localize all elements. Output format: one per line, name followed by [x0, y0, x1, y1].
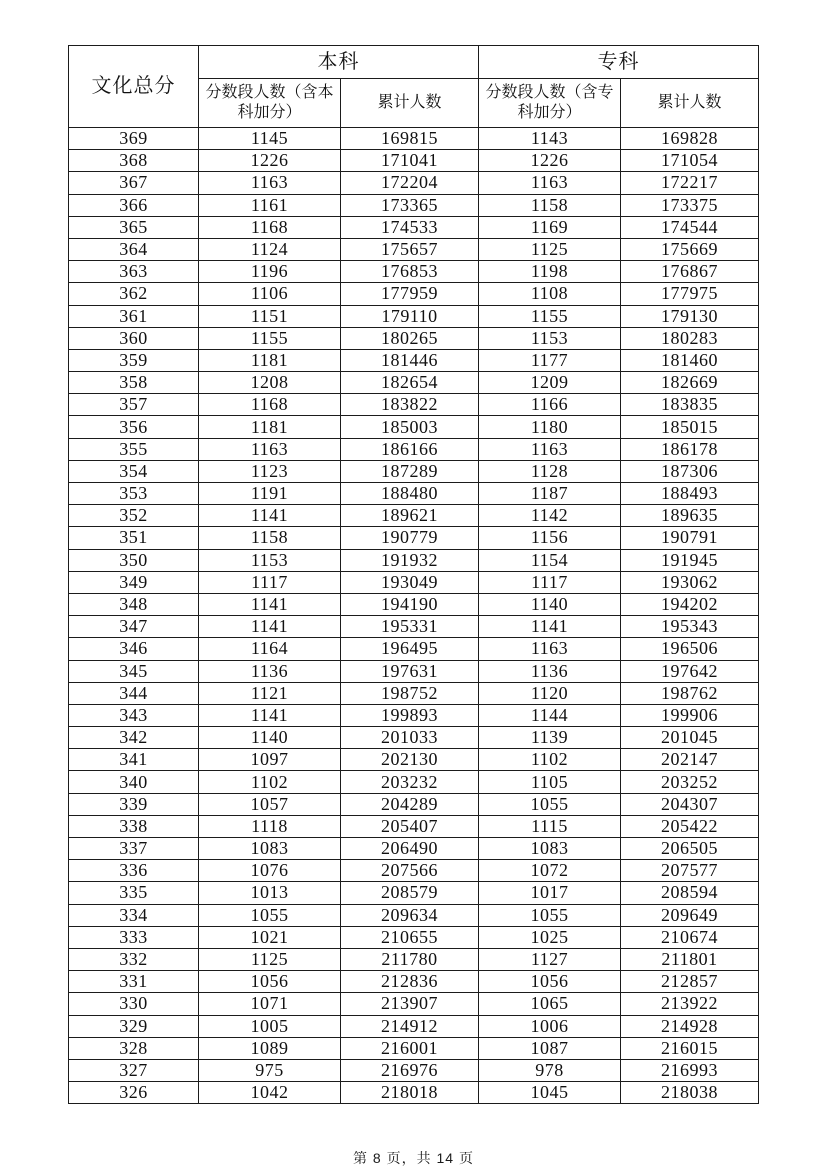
cell-benke-segment-count: 1057 [199, 793, 341, 815]
cell-zhuanke-segment-count: 1072 [479, 860, 621, 882]
cell-benke-segment-count: 1005 [199, 1015, 341, 1037]
cell-benke-cumulative-count: 195331 [341, 616, 479, 638]
cell-benke-segment-count: 1083 [199, 838, 341, 860]
cell-benke-cumulative-count: 194190 [341, 593, 479, 615]
cell-zhuanke-segment-count: 1163 [479, 172, 621, 194]
cell-zhuanke-segment-count: 1169 [479, 216, 621, 238]
cell-zhuanke-segment-count: 1102 [479, 749, 621, 771]
cell-total-score: 368 [69, 150, 199, 172]
cell-benke-cumulative-count: 182654 [341, 372, 479, 394]
cell-zhuanke-cumulative-count: 182669 [621, 372, 759, 394]
cell-benke-segment-count: 1163 [199, 438, 341, 460]
cell-zhuanke-segment-count: 1209 [479, 372, 621, 394]
cell-total-score: 364 [69, 238, 199, 260]
cell-total-score: 330 [69, 993, 199, 1015]
table-row [69, 660, 759, 682]
cell-benke-cumulative-count: 216976 [341, 1059, 479, 1081]
cell-total-score: 363 [69, 261, 199, 283]
cell-benke-cumulative-count: 180265 [341, 327, 479, 349]
cell-benke-segment-count: 1076 [199, 860, 341, 882]
cell-zhuanke-segment-count: 1153 [479, 327, 621, 349]
cell-zhuanke-cumulative-count: 171054 [621, 150, 759, 172]
cell-zhuanke-segment-count: 1056 [479, 971, 621, 993]
cell-benke-cumulative-count: 205407 [341, 815, 479, 837]
cell-benke-segment-count: 1097 [199, 749, 341, 771]
cell-zhuanke-segment-count: 1158 [479, 194, 621, 216]
cell-total-score: 361 [69, 305, 199, 327]
column-header-total-score: 文化总分 [69, 46, 199, 128]
cell-zhuanke-segment-count: 1127 [479, 948, 621, 970]
cell-zhuanke-segment-count: 1144 [479, 704, 621, 726]
cell-zhuanke-segment-count: 1139 [479, 727, 621, 749]
cell-zhuanke-cumulative-count: 196506 [621, 638, 759, 660]
cell-zhuanke-cumulative-count: 211801 [621, 948, 759, 970]
cell-zhuanke-segment-count: 1115 [479, 815, 621, 837]
cell-total-score: 360 [69, 327, 199, 349]
cell-benke-cumulative-count: 173365 [341, 194, 479, 216]
cell-benke-cumulative-count: 193049 [341, 571, 479, 593]
cell-zhuanke-cumulative-count: 204307 [621, 793, 759, 815]
cell-benke-segment-count: 1121 [199, 682, 341, 704]
cell-zhuanke-cumulative-count: 210674 [621, 926, 759, 948]
cell-benke-cumulative-count: 174533 [341, 216, 479, 238]
cell-total-score: 334 [69, 904, 199, 926]
cell-benke-cumulative-count: 191932 [341, 549, 479, 571]
cell-zhuanke-cumulative-count: 186178 [621, 438, 759, 460]
cell-zhuanke-segment-count: 1163 [479, 638, 621, 660]
cell-zhuanke-segment-count: 1226 [479, 150, 621, 172]
table-row [69, 1059, 759, 1081]
cell-benke-cumulative-count: 172204 [341, 172, 479, 194]
cell-zhuanke-cumulative-count: 193062 [621, 571, 759, 593]
cell-total-score: 340 [69, 771, 199, 793]
cell-benke-segment-count: 1153 [199, 549, 341, 571]
table-row [69, 305, 759, 327]
cell-benke-cumulative-count: 169815 [341, 128, 479, 150]
cell-zhuanke-cumulative-count: 198762 [621, 682, 759, 704]
cell-zhuanke-segment-count: 1117 [479, 571, 621, 593]
cell-benke-segment-count: 1168 [199, 394, 341, 416]
cell-zhuanke-segment-count: 1105 [479, 771, 621, 793]
cell-benke-cumulative-count: 212836 [341, 971, 479, 993]
cell-total-score: 326 [69, 1082, 199, 1104]
cell-total-score: 338 [69, 815, 199, 837]
cell-total-score: 342 [69, 727, 199, 749]
cell-zhuanke-segment-count: 1128 [479, 460, 621, 482]
cell-zhuanke-segment-count: 1155 [479, 305, 621, 327]
cell-zhuanke-cumulative-count: 218038 [621, 1082, 759, 1104]
table-body [69, 128, 759, 1104]
cell-benke-segment-count: 1226 [199, 150, 341, 172]
table-row [69, 860, 759, 882]
cell-total-score: 329 [69, 1015, 199, 1037]
cell-benke-cumulative-count: 214912 [341, 1015, 479, 1037]
cell-total-score: 335 [69, 882, 199, 904]
table-row [69, 372, 759, 394]
cell-total-score: 331 [69, 971, 199, 993]
score-distribution-table [68, 45, 759, 1104]
cell-zhuanke-segment-count: 1141 [479, 616, 621, 638]
cell-zhuanke-segment-count: 1198 [479, 261, 621, 283]
cell-total-score: 355 [69, 438, 199, 460]
score-distribution-table-wrapper [68, 45, 758, 1104]
cell-benke-cumulative-count: 175657 [341, 238, 479, 260]
table-row [69, 838, 759, 860]
cell-total-score: 349 [69, 571, 199, 593]
cell-benke-segment-count: 1021 [199, 926, 341, 948]
cell-benke-segment-count: 1106 [199, 283, 341, 305]
cell-zhuanke-cumulative-count: 183835 [621, 394, 759, 416]
table-row [69, 128, 759, 150]
cell-zhuanke-segment-count: 1187 [479, 483, 621, 505]
cell-zhuanke-segment-count: 1177 [479, 349, 621, 371]
cell-benke-segment-count: 1102 [199, 771, 341, 793]
table-row [69, 505, 759, 527]
cell-zhuanke-segment-count: 1017 [479, 882, 621, 904]
cell-benke-segment-count: 1161 [199, 194, 341, 216]
table-row [69, 549, 759, 571]
cell-total-score: 339 [69, 793, 199, 815]
table-header-row-groups [69, 46, 759, 79]
cell-zhuanke-cumulative-count: 169828 [621, 128, 759, 150]
cell-benke-segment-count: 1181 [199, 416, 341, 438]
cell-benke-cumulative-count: 188480 [341, 483, 479, 505]
cell-benke-cumulative-count: 189621 [341, 505, 479, 527]
table-row [69, 150, 759, 172]
cell-zhuanke-segment-count: 1055 [479, 793, 621, 815]
cell-total-score: 337 [69, 838, 199, 860]
cell-total-score: 328 [69, 1037, 199, 1059]
cell-zhuanke-cumulative-count: 202147 [621, 749, 759, 771]
cell-benke-segment-count: 1191 [199, 483, 341, 505]
cell-zhuanke-cumulative-count: 188493 [621, 483, 759, 505]
cell-zhuanke-segment-count: 1120 [479, 682, 621, 704]
table-row [69, 593, 759, 615]
column-header-benke-cumulative-count: 累计人数 [341, 79, 479, 128]
cell-zhuanke-cumulative-count: 181460 [621, 349, 759, 371]
cell-benke-segment-count: 1136 [199, 660, 341, 682]
table-row [69, 882, 759, 904]
cell-zhuanke-segment-count: 1163 [479, 438, 621, 460]
cell-zhuanke-segment-count: 1142 [479, 505, 621, 527]
cell-benke-cumulative-count: 181446 [341, 349, 479, 371]
cell-benke-segment-count: 1151 [199, 305, 341, 327]
cell-total-score: 367 [69, 172, 199, 194]
cell-zhuanke-cumulative-count: 197642 [621, 660, 759, 682]
cell-benke-segment-count: 1123 [199, 460, 341, 482]
cell-zhuanke-cumulative-count: 185015 [621, 416, 759, 438]
cell-total-score: 362 [69, 283, 199, 305]
cell-zhuanke-segment-count: 1136 [479, 660, 621, 682]
cell-benke-cumulative-count: 185003 [341, 416, 479, 438]
cell-total-score: 333 [69, 926, 199, 948]
cell-zhuanke-cumulative-count: 212857 [621, 971, 759, 993]
cell-total-score: 353 [69, 483, 199, 505]
page-footer: 第 8 页，共 14 页 [353, 1150, 474, 1166]
table-row [69, 704, 759, 726]
cell-zhuanke-cumulative-count: 195343 [621, 616, 759, 638]
cell-zhuanke-cumulative-count: 177975 [621, 283, 759, 305]
cell-zhuanke-cumulative-count: 175669 [621, 238, 759, 260]
table-row [69, 327, 759, 349]
cell-zhuanke-segment-count: 1154 [479, 549, 621, 571]
cell-zhuanke-segment-count: 1083 [479, 838, 621, 860]
cell-zhuanke-cumulative-count: 189635 [621, 505, 759, 527]
cell-benke-cumulative-count: 216001 [341, 1037, 479, 1059]
cell-benke-segment-count: 1145 [199, 128, 341, 150]
cell-zhuanke-cumulative-count: 190791 [621, 527, 759, 549]
cell-zhuanke-segment-count: 1143 [479, 128, 621, 150]
cell-benke-cumulative-count: 177959 [341, 283, 479, 305]
cell-benke-segment-count: 1125 [199, 948, 341, 970]
cell-zhuanke-cumulative-count: 179130 [621, 305, 759, 327]
cell-zhuanke-cumulative-count: 203252 [621, 771, 759, 793]
cell-zhuanke-segment-count: 1065 [479, 993, 621, 1015]
table-row [69, 483, 759, 505]
cell-total-score: 369 [69, 128, 199, 150]
table-row [69, 460, 759, 482]
cell-total-score: 344 [69, 682, 199, 704]
table-row [69, 971, 759, 993]
cell-benke-cumulative-count: 218018 [341, 1082, 479, 1104]
cell-total-score: 350 [69, 549, 199, 571]
table-row [69, 216, 759, 238]
cell-zhuanke-cumulative-count: 207577 [621, 860, 759, 882]
table-header [69, 46, 759, 128]
cell-benke-segment-count: 1117 [199, 571, 341, 593]
column-header-zhuanke-segment-count: 分数段人数（含专科加分） [479, 79, 621, 128]
cell-total-score: 348 [69, 593, 199, 615]
cell-zhuanke-segment-count: 1108 [479, 283, 621, 305]
cell-total-score: 336 [69, 860, 199, 882]
table-row [69, 438, 759, 460]
cell-zhuanke-segment-count: 1045 [479, 1082, 621, 1104]
cell-total-score: 358 [69, 372, 199, 394]
column-group-header-zhuanke: 专科 [479, 46, 759, 79]
cell-benke-segment-count: 1141 [199, 704, 341, 726]
table-row [69, 283, 759, 305]
cell-zhuanke-segment-count: 1025 [479, 926, 621, 948]
cell-benke-segment-count: 1013 [199, 882, 341, 904]
cell-benke-cumulative-count: 206490 [341, 838, 479, 860]
cell-zhuanke-cumulative-count: 216993 [621, 1059, 759, 1081]
cell-benke-cumulative-count: 199893 [341, 704, 479, 726]
cell-total-score: 357 [69, 394, 199, 416]
cell-benke-segment-count: 1042 [199, 1082, 341, 1104]
cell-zhuanke-cumulative-count: 187306 [621, 460, 759, 482]
cell-benke-cumulative-count: 202130 [341, 749, 479, 771]
table-row [69, 815, 759, 837]
cell-zhuanke-segment-count: 1156 [479, 527, 621, 549]
cell-benke-cumulative-count: 213907 [341, 993, 479, 1015]
cell-benke-segment-count: 1141 [199, 505, 341, 527]
table-row [69, 172, 759, 194]
cell-benke-cumulative-count: 186166 [341, 438, 479, 460]
table-row [69, 638, 759, 660]
cell-zhuanke-cumulative-count: 216015 [621, 1037, 759, 1059]
cell-benke-segment-count: 1168 [199, 216, 341, 238]
table-row [69, 616, 759, 638]
cell-zhuanke-segment-count: 978 [479, 1059, 621, 1081]
cell-total-score: 352 [69, 505, 199, 527]
cell-zhuanke-cumulative-count: 205422 [621, 815, 759, 837]
cell-total-score: 327 [69, 1059, 199, 1081]
cell-total-score: 354 [69, 460, 199, 482]
table-row [69, 349, 759, 371]
cell-benke-cumulative-count: 171041 [341, 150, 479, 172]
cell-zhuanke-segment-count: 1125 [479, 238, 621, 260]
table-row [69, 727, 759, 749]
cell-benke-cumulative-count: 187289 [341, 460, 479, 482]
cell-benke-segment-count: 1141 [199, 616, 341, 638]
table-row [69, 1037, 759, 1059]
cell-total-score: 359 [69, 349, 199, 371]
cell-benke-cumulative-count: 203232 [341, 771, 479, 793]
cell-zhuanke-cumulative-count: 194202 [621, 593, 759, 615]
table-row [69, 904, 759, 926]
cell-benke-segment-count: 1196 [199, 261, 341, 283]
table-row [69, 261, 759, 283]
table-row [69, 416, 759, 438]
cell-benke-segment-count: 1141 [199, 593, 341, 615]
cell-total-score: 345 [69, 660, 199, 682]
cell-benke-cumulative-count: 196495 [341, 638, 479, 660]
cell-total-score: 341 [69, 749, 199, 771]
cell-total-score: 343 [69, 704, 199, 726]
table-row [69, 926, 759, 948]
cell-benke-cumulative-count: 190779 [341, 527, 479, 549]
cell-benke-segment-count: 1158 [199, 527, 341, 549]
column-group-header-benke: 本科 [199, 46, 479, 79]
table-row [69, 948, 759, 970]
cell-total-score: 366 [69, 194, 199, 216]
cell-benke-cumulative-count: 208579 [341, 882, 479, 904]
cell-benke-segment-count: 1056 [199, 971, 341, 993]
cell-benke-segment-count: 1055 [199, 904, 341, 926]
cell-total-score: 346 [69, 638, 199, 660]
cell-zhuanke-cumulative-count: 208594 [621, 882, 759, 904]
cell-benke-segment-count: 1071 [199, 993, 341, 1015]
cell-total-score: 365 [69, 216, 199, 238]
cell-benke-cumulative-count: 210655 [341, 926, 479, 948]
table-row [69, 527, 759, 549]
cell-zhuanke-segment-count: 1180 [479, 416, 621, 438]
table-row [69, 1082, 759, 1104]
cell-benke-cumulative-count: 197631 [341, 660, 479, 682]
cell-zhuanke-cumulative-count: 173375 [621, 194, 759, 216]
cell-total-score: 347 [69, 616, 199, 638]
cell-zhuanke-segment-count: 1166 [479, 394, 621, 416]
cell-benke-cumulative-count: 204289 [341, 793, 479, 815]
column-header-zhuanke-cumulative-count: 累计人数 [621, 79, 759, 128]
cell-zhuanke-cumulative-count: 214928 [621, 1015, 759, 1037]
table-row [69, 238, 759, 260]
table-row [69, 793, 759, 815]
cell-benke-cumulative-count: 176853 [341, 261, 479, 283]
cell-zhuanke-cumulative-count: 174544 [621, 216, 759, 238]
cell-zhuanke-cumulative-count: 172217 [621, 172, 759, 194]
cell-total-score: 356 [69, 416, 199, 438]
cell-benke-segment-count: 1164 [199, 638, 341, 660]
cell-benke-cumulative-count: 209634 [341, 904, 479, 926]
cell-zhuanke-cumulative-count: 191945 [621, 549, 759, 571]
cell-benke-segment-count: 975 [199, 1059, 341, 1081]
table-row [69, 682, 759, 704]
table-row [69, 394, 759, 416]
cell-zhuanke-cumulative-count: 213922 [621, 993, 759, 1015]
cell-zhuanke-segment-count: 1087 [479, 1037, 621, 1059]
table-row [69, 1015, 759, 1037]
table-row [69, 993, 759, 1015]
cell-zhuanke-cumulative-count: 199906 [621, 704, 759, 726]
cell-benke-segment-count: 1089 [199, 1037, 341, 1059]
cell-benke-segment-count: 1140 [199, 727, 341, 749]
cell-zhuanke-segment-count: 1140 [479, 593, 621, 615]
cell-zhuanke-cumulative-count: 176867 [621, 261, 759, 283]
cell-benke-segment-count: 1163 [199, 172, 341, 194]
cell-zhuanke-cumulative-count: 209649 [621, 904, 759, 926]
column-header-benke-segment-count: 分数段人数（含本科加分） [199, 79, 341, 128]
cell-zhuanke-segment-count: 1055 [479, 904, 621, 926]
table-row [69, 194, 759, 216]
cell-zhuanke-segment-count: 1006 [479, 1015, 621, 1037]
cell-benke-segment-count: 1181 [199, 349, 341, 371]
cell-zhuanke-cumulative-count: 180283 [621, 327, 759, 349]
cell-total-score: 351 [69, 527, 199, 549]
cell-benke-cumulative-count: 179110 [341, 305, 479, 327]
table-row [69, 771, 759, 793]
cell-zhuanke-cumulative-count: 201045 [621, 727, 759, 749]
table-row [69, 749, 759, 771]
cell-benke-segment-count: 1155 [199, 327, 341, 349]
cell-total-score: 332 [69, 948, 199, 970]
table-row [69, 571, 759, 593]
cell-benke-segment-count: 1124 [199, 238, 341, 260]
cell-benke-cumulative-count: 198752 [341, 682, 479, 704]
cell-benke-cumulative-count: 211780 [341, 948, 479, 970]
cell-zhuanke-cumulative-count: 206505 [621, 838, 759, 860]
cell-benke-cumulative-count: 183822 [341, 394, 479, 416]
cell-benke-segment-count: 1208 [199, 372, 341, 394]
cell-benke-cumulative-count: 207566 [341, 860, 479, 882]
cell-benke-cumulative-count: 201033 [341, 727, 479, 749]
cell-benke-segment-count: 1118 [199, 815, 341, 837]
